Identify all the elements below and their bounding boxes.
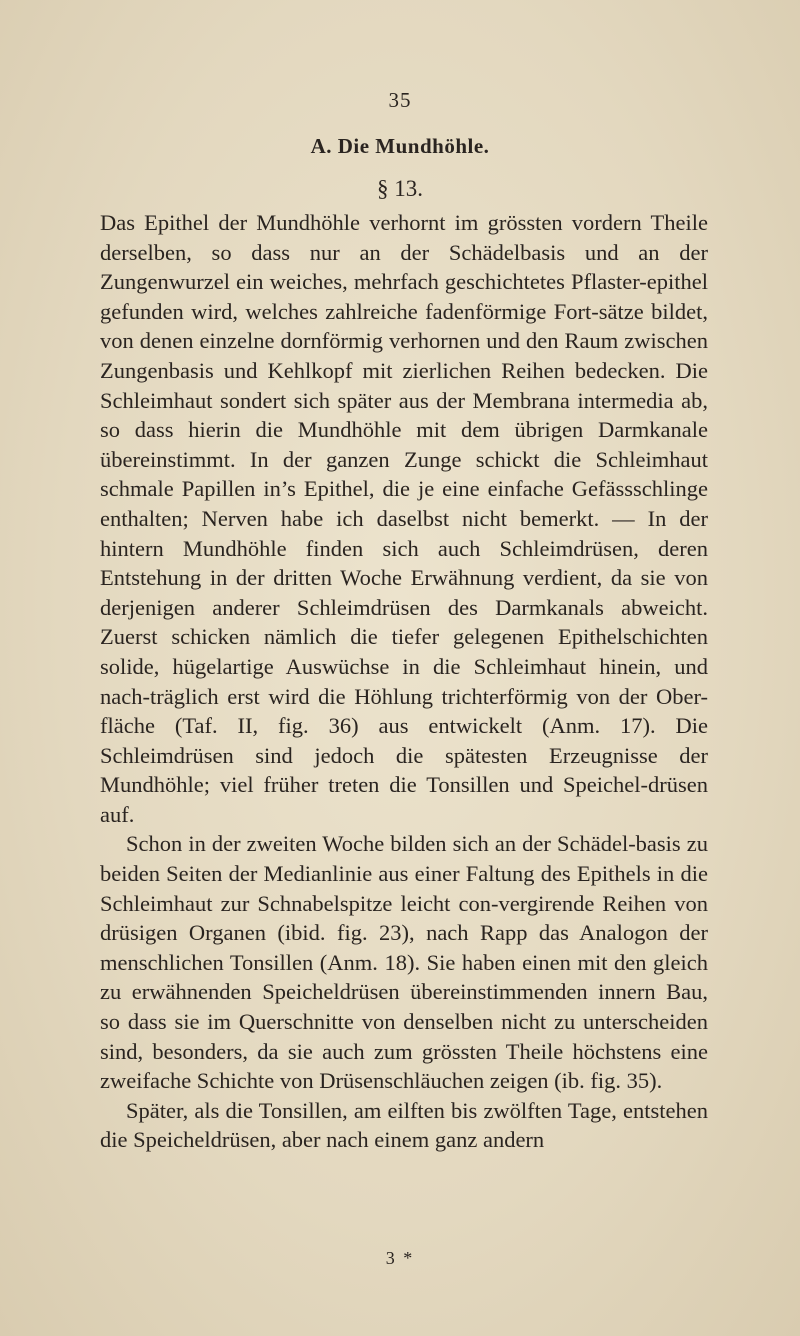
page-number: 35 <box>388 88 412 112</box>
paragraph-3: Später, als die Tonsillen, am eilften bis zwölften Tage, entstehen die Speicheldrüsen, aber nach einem ganz andern <box>100 1097 708 1153</box>
body-text <box>100 208 708 1155</box>
signature-mark: 3 * <box>385 1248 415 1268</box>
chapter-heading: A. Die Mundhöhle. <box>310 134 490 158</box>
section-heading: § 13. <box>377 176 423 201</box>
paragraph-2: Schon in der zweiten Woche bilden sich an der Schädel-basis zu beiden Seiten der Medianlinie aus einer Faltung des Epithels in die Schleimhaut zur Schnabelspitze leicht con-vergirende Reihen von drüsigen Organen (ibid. fig. 23), nach Rapp das Analogon der menschlichen Tonsillen (Anm. 18). Sie haben einen mit den gleich zu erwähnenden Speicheldrüsen übereinstimmenden innern Bau, so dass sie im Querschnitte von denselben nicht zu unterscheiden sind, besonders, da sie auch zum grössten Theile höchstens eine zweifache Schichte von Drüsenschläuchen zeigen (ib. fig. 35). <box>100 831 708 1094</box>
paragraph-1: Das Epithel der Mundhöhle verhornt im grössten vordern Theile derselben, so dass nur an der Schädelbasis und an der Zungenwurzel ein weiches, mehrfach geschichtetes Pflaster-epithel gefunden wird, welches zahlreiche fadenförmige Fort-sätze bildet, von denen einzelne dornförmig verhornen und den Raum zwischen Zungenbasis und Kehlkopf mit zierlichen Reihen bedecken. Die Schleimhaut sondert sich später aus der Membrana intermedia ab, so dass hierin die Mundhöhle mit dem übrigen Darmkanale übereinstimmt. In der ganzen Zunge schickt die Schleimhaut schmale Papillen in’s Epithel, die je eine einfache Gefässschlinge enthalten; Nerven habe ich daselbst nicht bemerkt. — In der hintern Mundhöhle finden sich auch Schleimdrüsen, deren Entstehung in der dritten Woche Erwähnung verdient, da sie von derjenigen anderer Schleimdrüsen des Darmkanals abweicht. Zuerst schicken nämlich die tiefer gelegenen Epithelschichten solide, hügelartige Auswüchse in die Schleimhaut hinein, und nach-träglich erst wird die Höhlung trichterförmig von der Ober-fläche (Taf. II, fig. 36) aus entwickelt (Anm. 17). Die Schleimdrüsen sind jedoch die spätesten Erzeugnisse der Mundhöhle; viel früher treten die Tonsillen und Speichel-drüsen auf. <box>100 210 708 827</box>
